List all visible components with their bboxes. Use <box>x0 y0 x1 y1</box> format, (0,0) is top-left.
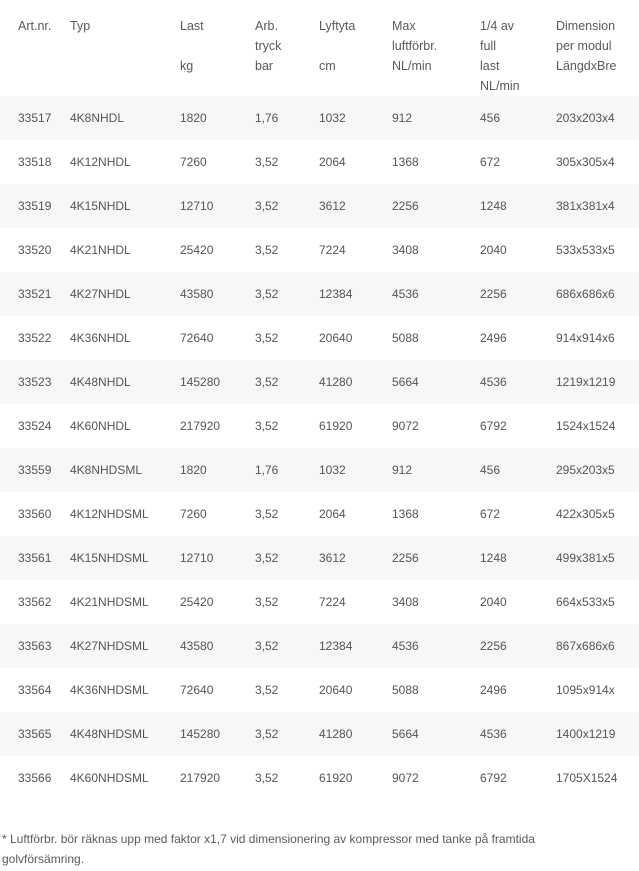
table-cell: 33524 <box>0 404 70 448</box>
table-row <box>0 228 639 272</box>
table-cell: 3,52 <box>255 756 319 800</box>
table-cell: 2064 <box>319 492 392 536</box>
table-cell: 4K48NHDL <box>70 360 180 404</box>
table-cell: 5664 <box>392 360 480 404</box>
column-header-line <box>18 36 70 56</box>
table-cell: 41280 <box>319 360 392 404</box>
footnote <box>2 829 602 869</box>
table-cell: 914x914x6 <box>556 316 639 360</box>
table-row <box>0 712 639 756</box>
table-cell: 1820 <box>180 448 255 492</box>
table-cell: 912 <box>392 448 480 492</box>
table-cell: 33522 <box>0 316 70 360</box>
column-header-0 <box>0 0 70 96</box>
table-cell: 217920 <box>180 756 255 800</box>
table-cell: 6792 <box>480 756 556 800</box>
column-header-line: kg <box>180 59 194 73</box>
table-cell: 4K21NHDSML <box>70 580 180 624</box>
column-header-line: Last <box>180 19 204 33</box>
table-cell: 4K8NHDSML <box>70 448 180 492</box>
table-cell: 4K36NHDL <box>70 316 180 360</box>
table-cell: 7260 <box>180 492 255 536</box>
table-row <box>0 448 639 492</box>
table-cell: 20640 <box>319 316 392 360</box>
table-cell: 43580 <box>180 624 255 668</box>
column-header-line: LängdxBre <box>556 59 617 73</box>
table-cell: 33559 <box>0 448 70 492</box>
footnote-line-1: * Luftförbr. bör räknas upp med faktor x1,7 vid dimensionering av kompressor med tanke på framtida <box>2 832 535 846</box>
table-cell: 2256 <box>392 536 480 580</box>
table-cell: 4K12NHDSML <box>70 492 180 536</box>
table-cell: 1032 <box>319 96 392 140</box>
table-cell: 33521 <box>0 272 70 316</box>
column-header-line: Lyftyta <box>319 19 356 33</box>
table-cell: 664x533x5 <box>556 580 639 624</box>
footnote-line-2: golvförsämring. <box>2 852 85 866</box>
table-cell: 33523 <box>0 360 70 404</box>
table-cell: 9072 <box>392 404 480 448</box>
table-cell: 1,76 <box>255 448 319 492</box>
table-cell: 2040 <box>480 580 556 624</box>
column-header-line <box>18 56 70 76</box>
table-cell: 4K8NHDL <box>70 96 180 140</box>
table-cell: 499x381x5 <box>556 536 639 580</box>
column-header-line: Max <box>392 19 416 33</box>
table-cell: 4536 <box>392 624 480 668</box>
table-row <box>0 360 639 404</box>
table-cell: 25420 <box>180 228 255 272</box>
table-row <box>0 536 639 580</box>
table-body <box>0 96 639 800</box>
table-cell: 33566 <box>0 756 70 800</box>
table-cell: 4536 <box>392 272 480 316</box>
table-cell: 33517 <box>0 96 70 140</box>
table-cell: 2496 <box>480 316 556 360</box>
column-header-5 <box>392 0 480 96</box>
table-cell: 3,52 <box>255 316 319 360</box>
table-cell: 145280 <box>180 712 255 756</box>
table-cell: 2064 <box>319 140 392 184</box>
table-row <box>0 624 639 668</box>
column-header-4 <box>319 0 392 96</box>
table-cell: 25420 <box>180 580 255 624</box>
table-cell: 61920 <box>319 756 392 800</box>
table-cell: 2040 <box>480 228 556 272</box>
table-cell: 33519 <box>0 184 70 228</box>
table-cell: 3612 <box>319 536 392 580</box>
table-cell: 217920 <box>180 404 255 448</box>
table-cell: 3408 <box>392 580 480 624</box>
table-cell: 3,52 <box>255 580 319 624</box>
table-row <box>0 492 639 536</box>
table-cell: 4K15NHDL <box>70 184 180 228</box>
column-header-line <box>180 36 255 56</box>
table-cell: 1368 <box>392 140 480 184</box>
table-cell: 33560 <box>0 492 70 536</box>
column-header-line <box>70 36 180 56</box>
table-cell: 2256 <box>480 624 556 668</box>
table-cell: 72640 <box>180 668 255 712</box>
table-cell: 33520 <box>0 228 70 272</box>
table-cell: 4536 <box>480 712 556 756</box>
table-cell: 1248 <box>480 536 556 580</box>
table-cell: 41280 <box>319 712 392 756</box>
table-cell: 4K48NHDSML <box>70 712 180 756</box>
table-cell: 12384 <box>319 272 392 316</box>
column-header-line: Dimension <box>556 19 616 33</box>
table-cell: 305x305x4 <box>556 140 639 184</box>
table-cell: 5088 <box>392 316 480 360</box>
table-cell: 3,52 <box>255 184 319 228</box>
table-row <box>0 316 639 360</box>
table-cell: 2496 <box>480 668 556 712</box>
table-cell: 12384 <box>319 624 392 668</box>
column-header-line: tryck <box>255 39 282 53</box>
table-cell: 4536 <box>480 360 556 404</box>
table-cell: 72640 <box>180 316 255 360</box>
table-row <box>0 404 639 448</box>
table-cell: 61920 <box>319 404 392 448</box>
table-cell: 3,52 <box>255 272 319 316</box>
table-row <box>0 140 639 184</box>
table-cell: 422x305x5 <box>556 492 639 536</box>
table-cell: 2256 <box>480 272 556 316</box>
table-cell: 43580 <box>180 272 255 316</box>
table-cell: 2256 <box>392 184 480 228</box>
table-cell: 33518 <box>0 140 70 184</box>
table-cell: 1400x1219 <box>556 712 639 756</box>
table-cell: 3,52 <box>255 624 319 668</box>
column-header-line: cm <box>319 59 336 73</box>
table-cell: 33562 <box>0 580 70 624</box>
column-header-line: Typ <box>70 19 91 33</box>
table-cell: 5088 <box>392 668 480 712</box>
table-cell: 1705X1524 <box>556 756 639 800</box>
table-cell: 3,52 <box>255 228 319 272</box>
table-cell: 7224 <box>319 228 392 272</box>
table-cell: 33565 <box>0 712 70 756</box>
table-cell: 1095x914x <box>556 668 639 712</box>
column-header-line: 1/4 av <box>480 19 515 33</box>
column-header-3 <box>255 0 319 96</box>
table-cell: 1820 <box>180 96 255 140</box>
column-header-line <box>319 36 392 56</box>
column-header-line <box>70 56 180 76</box>
table-cell: 33564 <box>0 668 70 712</box>
table-cell: 4K60NHDL <box>70 404 180 448</box>
table-cell: 456 <box>480 96 556 140</box>
table-row <box>0 184 639 228</box>
table-cell: 3,52 <box>255 140 319 184</box>
table-header-row <box>0 0 639 96</box>
column-header-line: Arb. <box>255 19 278 33</box>
table-cell: 33563 <box>0 624 70 668</box>
table-row <box>0 96 639 140</box>
table-cell: 12710 <box>180 184 255 228</box>
table-cell: 3612 <box>319 184 392 228</box>
table-cell: 3,52 <box>255 360 319 404</box>
table-cell: 1219x1219 <box>556 360 639 404</box>
table-row <box>0 756 639 800</box>
table-cell: 9072 <box>392 756 480 800</box>
table-cell: 295x203x5 <box>556 448 639 492</box>
table-cell: 33561 <box>0 536 70 580</box>
table-cell: 456 <box>480 448 556 492</box>
table-cell: 7224 <box>319 580 392 624</box>
table-cell: 1368 <box>392 492 480 536</box>
table-cell: 3,52 <box>255 712 319 756</box>
table-row <box>0 272 639 316</box>
table-cell: 912 <box>392 96 480 140</box>
column-header-line: NL/min <box>480 79 520 93</box>
column-header-line: NL/min <box>392 59 432 73</box>
column-header-6 <box>480 0 556 96</box>
table-cell: 4K12NHDL <box>70 140 180 184</box>
table-cell: 3,52 <box>255 668 319 712</box>
table-cell: 867x686x6 <box>556 624 639 668</box>
table-cell: 4K36NHDSML <box>70 668 180 712</box>
table-cell: 203x203x4 <box>556 96 639 140</box>
table-cell: 4K21NHDL <box>70 228 180 272</box>
column-header-line: last <box>480 59 500 73</box>
column-header-7 <box>556 0 639 96</box>
table-cell: 686x686x6 <box>556 272 639 316</box>
table-cell: 4K27NHDL <box>70 272 180 316</box>
table-cell: 672 <box>480 140 556 184</box>
table-cell: 1032 <box>319 448 392 492</box>
table-cell: 3,52 <box>255 536 319 580</box>
column-header-2 <box>180 0 255 96</box>
column-header-line: per modul <box>556 39 612 53</box>
table-cell: 3408 <box>392 228 480 272</box>
column-header-line: Art.nr. <box>18 19 52 33</box>
table-cell: 3,52 <box>255 492 319 536</box>
table-cell: 1248 <box>480 184 556 228</box>
table-cell: 533x533x5 <box>556 228 639 272</box>
table-cell: 4K60NHDSML <box>70 756 180 800</box>
table-cell: 3,52 <box>255 404 319 448</box>
table-cell: 381x381x4 <box>556 184 639 228</box>
column-header-line: full <box>480 39 496 53</box>
table-cell: 4K15NHDSML <box>70 536 180 580</box>
table-cell: 7260 <box>180 140 255 184</box>
table-cell: 145280 <box>180 360 255 404</box>
table-cell: 20640 <box>319 668 392 712</box>
table-cell: 1,76 <box>255 96 319 140</box>
table-cell: 1524x1524 <box>556 404 639 448</box>
table-cell: 672 <box>480 492 556 536</box>
table-cell: 5664 <box>392 712 480 756</box>
table-cell: 6792 <box>480 404 556 448</box>
table-row <box>0 580 639 624</box>
column-header-line: luftförbr. <box>392 39 438 53</box>
table-row <box>0 668 639 712</box>
column-header-line: bar <box>255 59 274 73</box>
column-header-1 <box>70 0 180 96</box>
table-cell: 12710 <box>180 536 255 580</box>
table-cell: 4K27NHDSML <box>70 624 180 668</box>
